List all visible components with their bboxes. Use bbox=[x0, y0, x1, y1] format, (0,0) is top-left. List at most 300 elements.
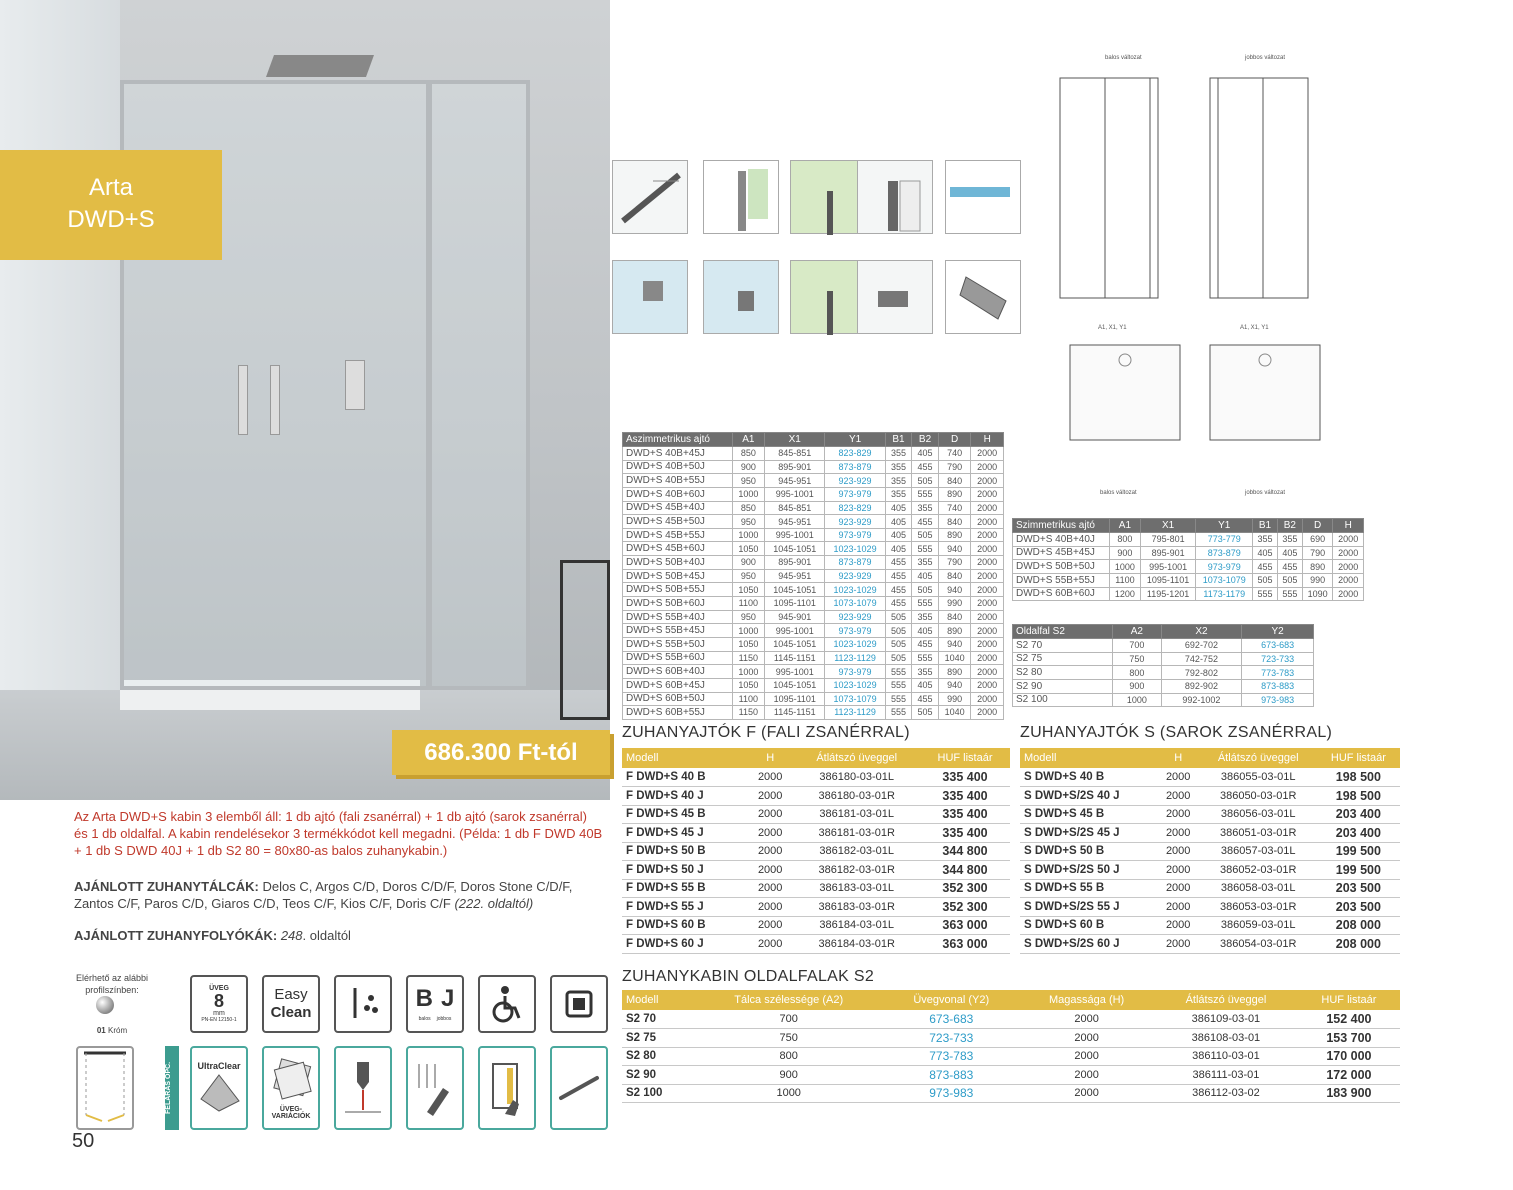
table-row bbox=[623, 678, 1004, 692]
table-cell: 2000 bbox=[1157, 879, 1200, 898]
table-cell: DWD+S 50B+45J bbox=[623, 569, 733, 583]
table-cell: 455 bbox=[1253, 560, 1278, 574]
water-drops-icon bbox=[334, 975, 392, 1033]
table-cell: 355 bbox=[885, 474, 912, 488]
table-cell: 740 bbox=[938, 501, 971, 515]
table-cell: 2000 bbox=[971, 583, 1004, 597]
table-cell: 405 bbox=[912, 624, 939, 638]
table-cell: 555 bbox=[885, 678, 912, 692]
table-row bbox=[1020, 805, 1400, 824]
recommended-drains-page: 248 bbox=[280, 928, 303, 943]
table-cell: 892-902 bbox=[1161, 679, 1242, 693]
table-row bbox=[1013, 533, 1364, 547]
detail-5-drawing bbox=[945, 160, 1021, 234]
table-row bbox=[622, 842, 1010, 861]
table-cell: 1173-1179 bbox=[1196, 587, 1253, 601]
table-cell: 873-879 bbox=[825, 556, 885, 570]
column-header: Y2 bbox=[1242, 625, 1314, 639]
table-cell: DWD+S 60B+55J bbox=[623, 706, 733, 720]
table-cell: F DWD+S 40 J bbox=[622, 787, 747, 806]
table-cell: 386112-03-02 bbox=[1154, 1084, 1298, 1103]
table-cell: 873-883 bbox=[883, 1066, 1019, 1085]
doors-s-table bbox=[1020, 748, 1400, 954]
table-cell: 555 bbox=[1277, 587, 1302, 601]
table-row bbox=[623, 569, 1004, 583]
glass-label: ÜVEG bbox=[209, 985, 229, 992]
table-cell: S DWD+S/2S 50 J bbox=[1020, 861, 1157, 880]
table-cell: S2 80 bbox=[1013, 666, 1113, 680]
table-row bbox=[623, 542, 1004, 556]
table-cell: 1090 bbox=[1302, 587, 1333, 601]
table-cell: 1045-1051 bbox=[765, 542, 825, 556]
table-cell: 2000 bbox=[971, 542, 1004, 556]
table-row bbox=[1020, 824, 1400, 843]
table-row bbox=[623, 474, 1004, 488]
column-header: H bbox=[1333, 519, 1364, 533]
product-photo bbox=[0, 0, 610, 800]
table-cell: 355 bbox=[912, 501, 939, 515]
table-cell: 2000 bbox=[971, 515, 1004, 529]
table-cell: 2000 bbox=[747, 787, 793, 806]
detail-2a-drawing bbox=[612, 260, 688, 334]
table-cell: 455 bbox=[1277, 560, 1302, 574]
table-cell: 940 bbox=[938, 678, 971, 692]
cabin-elevation-drawing bbox=[1040, 50, 1350, 310]
table-cell: 505 bbox=[885, 637, 912, 651]
table-cell: 386182-03-01L bbox=[793, 842, 920, 861]
right-version-letter: J bbox=[440, 985, 455, 1012]
column-header: B1 bbox=[1253, 519, 1278, 533]
column-header: Üvegvonal (Y2) bbox=[883, 990, 1019, 1010]
column-header: B2 bbox=[912, 433, 939, 447]
column-header: X1 bbox=[1140, 519, 1196, 533]
table-row bbox=[622, 1029, 1400, 1048]
column-header: A2 bbox=[1113, 625, 1161, 639]
table-cell: 950 bbox=[732, 610, 765, 624]
table-cell: 1023-1029 bbox=[825, 583, 885, 597]
table-cell: 386180-03-01R bbox=[793, 787, 920, 806]
table-cell: 1123-1129 bbox=[825, 706, 885, 720]
table-cell: S DWD+S/2S 60 J bbox=[1020, 935, 1157, 954]
table-cell: F DWD+S 60 B bbox=[622, 916, 747, 935]
left-version-label: balos bbox=[418, 1016, 431, 1022]
table-cell: 895-901 bbox=[1140, 546, 1196, 560]
table-cell: F DWD+S 55 B bbox=[622, 879, 747, 898]
table-cell: 2000 bbox=[971, 665, 1004, 679]
table-cell: 335 400 bbox=[920, 805, 1010, 824]
table-cell: 1000 bbox=[1110, 560, 1141, 574]
column-header: HUF listaár bbox=[1298, 990, 1400, 1010]
column-header: D bbox=[938, 433, 971, 447]
table-cell: 995-1001 bbox=[765, 528, 825, 542]
table-cell: 203 400 bbox=[1317, 805, 1400, 824]
table-cell: 1200 bbox=[1110, 587, 1141, 601]
towel-bar-icon bbox=[550, 1046, 608, 1130]
table-cell: 355 bbox=[912, 665, 939, 679]
table-row bbox=[622, 935, 1010, 954]
table-cell: F DWD+S 50 J bbox=[622, 861, 747, 880]
column-header: Magassága (H) bbox=[1019, 990, 1154, 1010]
table-cell: 723-733 bbox=[883, 1029, 1019, 1048]
table-cell: 995-1001 bbox=[1140, 560, 1196, 574]
table-row bbox=[1020, 916, 1400, 935]
table-row bbox=[623, 651, 1004, 665]
column-header: Átlátszó üveggel bbox=[793, 748, 920, 768]
table-cell: 386053-03-01R bbox=[1200, 898, 1317, 917]
table-cell: DWD+S 55B+60J bbox=[623, 651, 733, 665]
table-cell: 386110-03-01 bbox=[1154, 1047, 1298, 1066]
table-cell: S2 75 bbox=[622, 1029, 694, 1048]
table-cell: 690 bbox=[1302, 533, 1333, 547]
column-header: Modell bbox=[622, 748, 747, 768]
table-cell: 840 bbox=[938, 474, 971, 488]
table-cell: 840 bbox=[938, 515, 971, 529]
detail-x1-drawing bbox=[790, 160, 866, 234]
recommended-drains-suffix: . oldaltól bbox=[302, 928, 351, 943]
table-cell: 1040 bbox=[938, 651, 971, 665]
table-row bbox=[623, 556, 1004, 570]
table-cell: F DWD+S 50 B bbox=[622, 842, 747, 861]
table-row bbox=[623, 597, 1004, 611]
column-header: X1 bbox=[765, 433, 825, 447]
table-cell: 352 300 bbox=[920, 879, 1010, 898]
easy-clean-icon bbox=[262, 975, 320, 1033]
table-cell: 455 bbox=[912, 692, 939, 706]
table-cell: 386059-03-01L bbox=[1200, 916, 1317, 935]
table-row bbox=[622, 879, 1010, 898]
table-cell: 742-752 bbox=[1161, 652, 1242, 666]
table-cell: 2000 bbox=[747, 898, 793, 917]
table-cell: 386182-03-01R bbox=[793, 861, 920, 880]
table-cell: DWD+S 50B+60J bbox=[623, 597, 733, 611]
table-cell: 2000 bbox=[1157, 916, 1200, 935]
table-cell: 555 bbox=[912, 597, 939, 611]
table-cell: 555 bbox=[885, 692, 912, 706]
availability-text: Elérhető az alábbi profilszínben: bbox=[75, 973, 149, 995]
column-header: HUF listaár bbox=[1317, 748, 1400, 768]
table-cell: 208 000 bbox=[1317, 935, 1400, 954]
column-header: HUF listaár bbox=[920, 748, 1010, 768]
glass-norm: PN-EN 12150-1 bbox=[201, 1017, 237, 1023]
table-cell: 555 bbox=[1253, 587, 1278, 601]
table-row bbox=[623, 447, 1004, 461]
table-cell: 363 000 bbox=[920, 916, 1010, 935]
table-cell: 995-1001 bbox=[765, 665, 825, 679]
column-header: Oldalfal S2 bbox=[1013, 625, 1113, 639]
table-cell: S DWD+S 55 B bbox=[1020, 879, 1157, 898]
table-cell: 355 bbox=[885, 447, 912, 461]
table-cell: 923-929 bbox=[825, 569, 885, 583]
table-cell: DWD+S 60B+45J bbox=[623, 678, 733, 692]
table-row bbox=[622, 916, 1010, 935]
table-cell: 2000 bbox=[747, 879, 793, 898]
table-cell: DWD+S 55B+55J bbox=[1013, 573, 1110, 587]
table-cell: 823-829 bbox=[825, 501, 885, 515]
table-cell: 405 bbox=[912, 678, 939, 692]
table-cell: 386050-03-01R bbox=[1200, 787, 1317, 806]
table-cell: 199 500 bbox=[1317, 842, 1400, 861]
table-row bbox=[623, 610, 1004, 624]
detail-6-drawing bbox=[945, 260, 1021, 334]
table-cell: 2000 bbox=[747, 805, 793, 824]
table-cell: 386184-03-01R bbox=[793, 935, 920, 954]
table-cell: 995-1001 bbox=[765, 624, 825, 638]
table-cell: 355 bbox=[912, 556, 939, 570]
table-cell: 1123-1129 bbox=[825, 651, 885, 665]
table-cell: 455 bbox=[885, 569, 912, 583]
table-cell: 505 bbox=[1253, 573, 1278, 587]
table-cell: 2000 bbox=[1157, 768, 1200, 787]
column-header: Szimmetrikus ajtó bbox=[1013, 519, 1110, 533]
table-cell: 2000 bbox=[971, 528, 1004, 542]
table-cell: 199 500 bbox=[1317, 861, 1400, 880]
table-cell: 773-779 bbox=[1196, 533, 1253, 547]
recommended-drains-label: AJÁNLOTT ZUHANYFOLYÓKÁK: bbox=[74, 928, 278, 943]
column-header: D bbox=[1302, 519, 1333, 533]
table-cell: 2000 bbox=[1157, 824, 1200, 843]
table-cell: 183 900 bbox=[1298, 1084, 1400, 1103]
table-row bbox=[622, 787, 1010, 806]
table-cell: 1095-1101 bbox=[1140, 573, 1196, 587]
table-cell: DWD+S 40B+55J bbox=[623, 474, 733, 488]
table-cell: 2000 bbox=[971, 692, 1004, 706]
table-cell: 900 bbox=[1113, 679, 1161, 693]
table-cell: 800 bbox=[694, 1047, 883, 1066]
table-row bbox=[623, 624, 1004, 638]
table-row bbox=[622, 1084, 1400, 1103]
table-row bbox=[1013, 693, 1314, 707]
table-cell: 203 500 bbox=[1317, 879, 1400, 898]
table-cell: DWD+S 60B+50J bbox=[623, 692, 733, 706]
table-cell: 363 000 bbox=[920, 935, 1010, 954]
table-cell: 152 400 bbox=[1298, 1010, 1400, 1029]
table-cell: 386058-03-01L bbox=[1200, 879, 1317, 898]
table-cell: 203 400 bbox=[1317, 824, 1400, 843]
column-header: B1 bbox=[885, 433, 912, 447]
table-cell: S2 75 bbox=[1013, 652, 1113, 666]
table-cell: 873-879 bbox=[825, 460, 885, 474]
table-cell: 386109-03-01 bbox=[1154, 1010, 1298, 1029]
table-cell: 2000 bbox=[971, 610, 1004, 624]
table-row bbox=[623, 501, 1004, 515]
symmetric-door-table bbox=[1012, 518, 1364, 601]
table-cell: F DWD+S 45 J bbox=[622, 824, 747, 843]
table-cell: 335 400 bbox=[920, 787, 1010, 806]
table-cell: 773-783 bbox=[883, 1047, 1019, 1066]
table-cell: 990 bbox=[938, 597, 971, 611]
table-cell: 386052-03-01R bbox=[1200, 861, 1317, 880]
table-cell: 2000 bbox=[1333, 587, 1364, 601]
table-cell: 900 bbox=[732, 556, 765, 570]
easy-text: Easy bbox=[274, 986, 308, 1003]
table-cell: DWD+S 45B+50J bbox=[623, 515, 733, 529]
table-cell: 386183-03-01L bbox=[793, 879, 920, 898]
table-cell: 505 bbox=[885, 624, 912, 638]
table-row bbox=[623, 665, 1004, 679]
table-cell: 1023-1029 bbox=[825, 678, 885, 692]
table-cell: 1073-1079 bbox=[1196, 573, 1253, 587]
table-cell: 405 bbox=[912, 447, 939, 461]
table-cell: 405 bbox=[885, 542, 912, 556]
table-cell: 2000 bbox=[1333, 573, 1364, 587]
table-cell: 790 bbox=[1302, 546, 1333, 560]
table-cell: 823-829 bbox=[825, 447, 885, 461]
table-cell: 945-951 bbox=[765, 569, 825, 583]
table-cell: 386051-03-01R bbox=[1200, 824, 1317, 843]
table-cell: 2000 bbox=[1019, 1010, 1154, 1029]
table-cell: F DWD+S 45 B bbox=[622, 805, 747, 824]
detail-1-drawing bbox=[612, 160, 688, 234]
table-cell: 795-801 bbox=[1140, 533, 1196, 547]
table-cell: 840 bbox=[938, 569, 971, 583]
table-cell: 1100 bbox=[732, 597, 765, 611]
table-cell: 950 bbox=[732, 515, 765, 529]
table-cell: 555 bbox=[912, 487, 939, 501]
table-cell: 895-901 bbox=[765, 460, 825, 474]
table-cell: 2000 bbox=[747, 935, 793, 954]
plan-dim-right: A1, X1, Y1 bbox=[1240, 325, 1269, 331]
table-row bbox=[622, 898, 1010, 917]
column-header: Átlátszó üveggel bbox=[1154, 990, 1298, 1010]
table-row bbox=[1013, 652, 1314, 666]
glass-variations-icon bbox=[262, 1046, 320, 1130]
table-cell: 700 bbox=[1113, 639, 1161, 653]
recommended-trays-ref: (222. oldaltól) bbox=[454, 896, 534, 911]
table-row bbox=[623, 583, 1004, 597]
column-header: X2 bbox=[1161, 625, 1242, 639]
table-cell: 386057-03-01L bbox=[1200, 842, 1317, 861]
table-row bbox=[1020, 787, 1400, 806]
table-cell: 455 bbox=[885, 597, 912, 611]
recommended-trays-label: AJÁNLOTT ZUHANYTÁLCÁK: bbox=[74, 879, 259, 894]
table-row bbox=[623, 637, 1004, 651]
table-cell: 208 000 bbox=[1317, 916, 1400, 935]
table-cell: DWD+S 60B+60J bbox=[1013, 587, 1110, 601]
glass-thickness-icon bbox=[190, 975, 248, 1033]
table-cell: 900 bbox=[1110, 546, 1141, 560]
table-cell: 198 500 bbox=[1317, 768, 1400, 787]
table-cell: 845-851 bbox=[765, 501, 825, 515]
optional-extra-label: FELÁRAS OPC. bbox=[165, 1046, 179, 1130]
table-cell: 1023-1029 bbox=[825, 542, 885, 556]
table-cell: 2000 bbox=[1157, 805, 1200, 824]
table-row bbox=[622, 824, 1010, 843]
table-cell: 2000 bbox=[971, 474, 1004, 488]
table-row bbox=[622, 1047, 1400, 1066]
table-row bbox=[623, 692, 1004, 706]
table-cell: 973-983 bbox=[883, 1084, 1019, 1103]
table-cell: 973-979 bbox=[825, 665, 885, 679]
product-description: Az Arta DWD+S kabin 3 elemből áll: 1 db ajtó (fali zsanérral) + 1 db ajtó (sarok zsanérral) és 1 db oldalfal. A kabin rendelésekor 3 termékkódot kell megadni. (Példa: 1 db F DWD 40B + 1 db S DWD 40J + 1 db S2 80 = 80x80-as balos zuhanykabin.) bbox=[74, 809, 603, 858]
table-cell: 2000 bbox=[1157, 787, 1200, 806]
table-cell: 973-979 bbox=[825, 487, 885, 501]
table-cell: 940 bbox=[938, 637, 971, 651]
table-cell: 790 bbox=[938, 556, 971, 570]
table-cell: 2000 bbox=[1019, 1084, 1154, 1103]
table-cell: 1000 bbox=[1113, 693, 1161, 707]
table-cell: DWD+S 60B+40J bbox=[623, 665, 733, 679]
table-row bbox=[622, 805, 1010, 824]
table-row bbox=[1020, 935, 1400, 954]
table-cell: 673-683 bbox=[1242, 639, 1314, 653]
table-cell: 505 bbox=[912, 706, 939, 720]
table-cell: 2000 bbox=[971, 651, 1004, 665]
table-cell: 750 bbox=[1113, 652, 1161, 666]
table-cell: 555 bbox=[885, 706, 912, 720]
cabin-plan-drawing bbox=[1040, 320, 1350, 500]
table-cell: 2000 bbox=[971, 597, 1004, 611]
table-cell: 2000 bbox=[971, 569, 1004, 583]
table-row bbox=[1020, 898, 1400, 917]
table-cell: 335 400 bbox=[920, 824, 1010, 843]
detail-x2-drawing bbox=[790, 260, 866, 334]
table-cell: 335 400 bbox=[920, 768, 1010, 787]
table-row bbox=[1020, 842, 1400, 861]
page-number: 50 bbox=[72, 1130, 95, 1152]
table-cell: 2000 bbox=[747, 861, 793, 880]
column-header: H bbox=[971, 433, 1004, 447]
table-cell: 845-851 bbox=[765, 447, 825, 461]
table-cell: S DWD+S 45 B bbox=[1020, 805, 1157, 824]
table-cell: DWD+S 45B+60J bbox=[623, 542, 733, 556]
table-cell: 405 bbox=[912, 569, 939, 583]
table-row bbox=[623, 460, 1004, 474]
table-cell: 940 bbox=[938, 542, 971, 556]
table-cell: 355 bbox=[912, 610, 939, 624]
column-header: Modell bbox=[622, 990, 694, 1010]
table-cell: 2000 bbox=[971, 556, 1004, 570]
table-cell: DWD+S 40B+40J bbox=[1013, 533, 1110, 547]
table-cell: 2000 bbox=[971, 487, 1004, 501]
table-cell: 1073-1079 bbox=[825, 597, 885, 611]
table-row bbox=[1020, 861, 1400, 880]
price-badge: 686.300 Ft-tól bbox=[392, 730, 610, 775]
side-walls-title: ZUHANYKABIN OLDALFALAK S2 bbox=[622, 968, 875, 985]
table-cell: 750 bbox=[694, 1029, 883, 1048]
table-cell: 505 bbox=[912, 474, 939, 488]
table-row bbox=[1020, 768, 1400, 787]
table-cell: 2000 bbox=[747, 916, 793, 935]
table-cell: 2000 bbox=[971, 624, 1004, 638]
column-header: H bbox=[747, 748, 793, 768]
table-cell: 1095-1101 bbox=[765, 597, 825, 611]
table-cell: 923-929 bbox=[825, 515, 885, 529]
table-cell: 1000 bbox=[694, 1084, 883, 1103]
table-cell: S2 90 bbox=[1013, 679, 1113, 693]
table-cell: S DWD+S 60 B bbox=[1020, 916, 1157, 935]
table-cell: 2000 bbox=[1019, 1066, 1154, 1085]
table-cell: 950 bbox=[732, 569, 765, 583]
table-cell: DWD+S 55B+45J bbox=[623, 624, 733, 638]
table-cell: DWD+S 50B+55J bbox=[623, 583, 733, 597]
table-cell: 352 300 bbox=[920, 898, 1010, 917]
column-header: Tálca szélessége (A2) bbox=[694, 990, 883, 1010]
table-row bbox=[623, 515, 1004, 529]
table-cell: 873-879 bbox=[1196, 546, 1253, 560]
table-cell: 973-979 bbox=[825, 624, 885, 638]
table-cell: 890 bbox=[938, 487, 971, 501]
table-cell: DWD+S 40B+60J bbox=[623, 487, 733, 501]
table-row bbox=[1013, 679, 1314, 693]
table-cell: 2000 bbox=[971, 637, 1004, 651]
column-header: B2 bbox=[1277, 519, 1302, 533]
table-cell: 992-1002 bbox=[1161, 693, 1242, 707]
table-cell: 198 500 bbox=[1317, 787, 1400, 806]
recommended-trays bbox=[74, 878, 604, 912]
wheelchair-accessible-icon bbox=[478, 975, 536, 1033]
table-cell: F DWD+S 55 J bbox=[622, 898, 747, 917]
table-cell: 945-951 bbox=[765, 474, 825, 488]
